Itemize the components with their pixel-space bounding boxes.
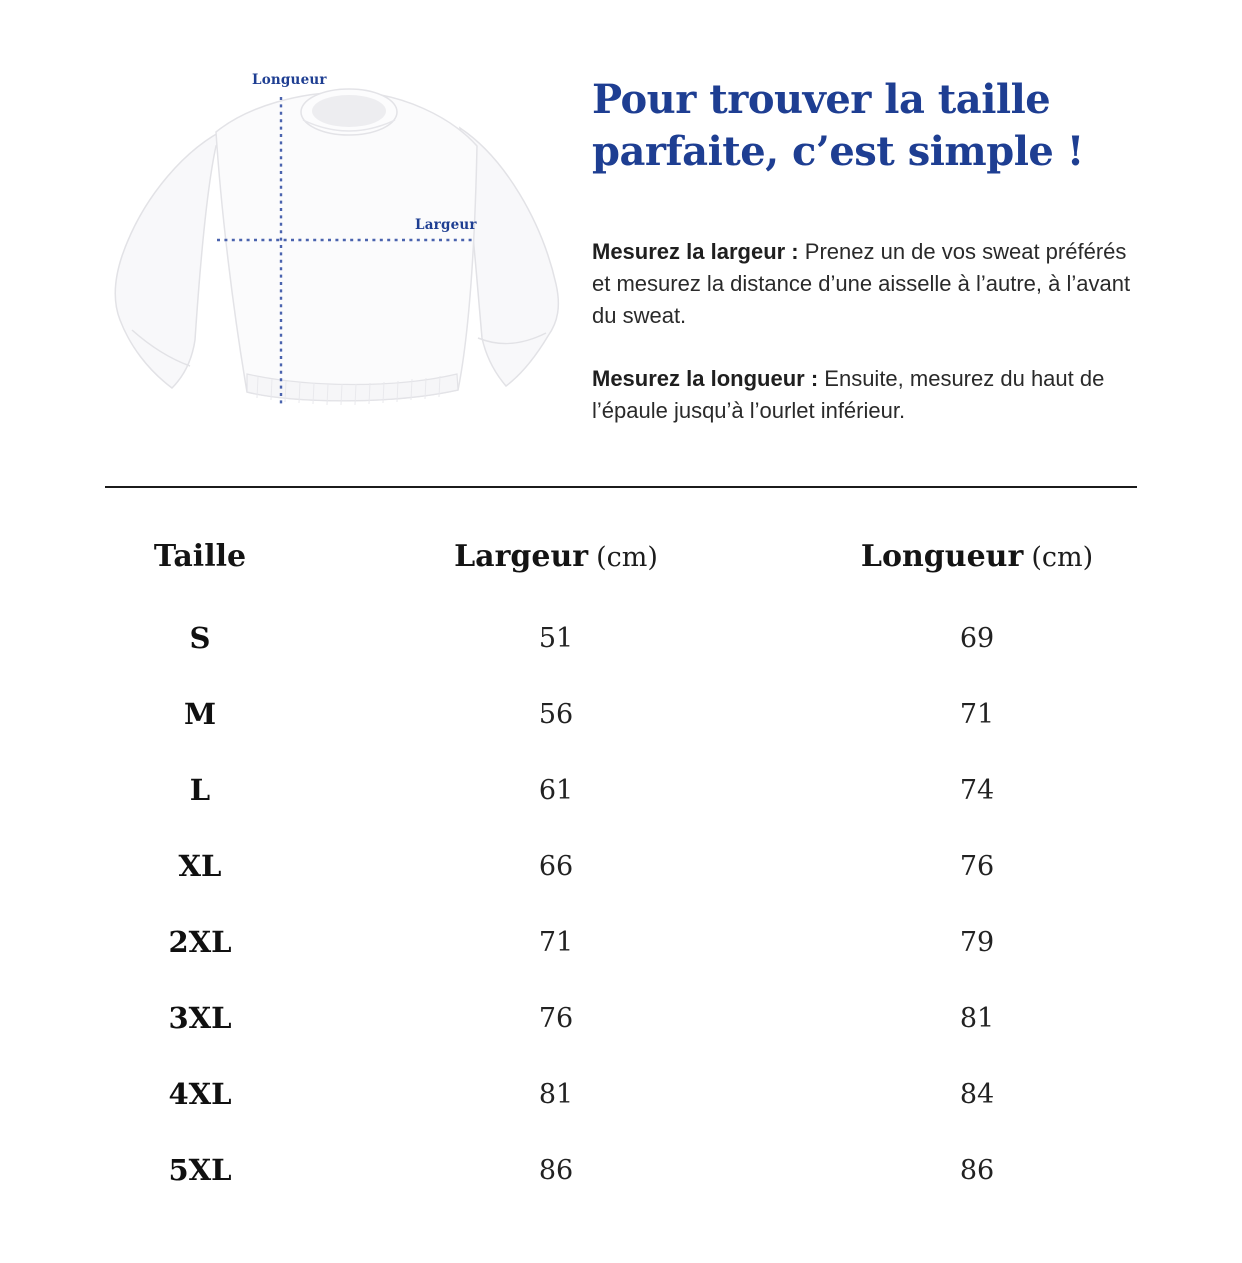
longueur-cell: 69 [959,622,995,654]
measure-length-lead: Mesurez la longueur : [592,366,819,391]
size-cell: S [189,621,211,655]
size-cell: L [189,773,211,807]
size-cell: XL [178,849,222,883]
measure-length-text: Ensuite, mesurez du haut de l’épaule jusqu’à l’ourlet inférieur. [592,366,1105,423]
largeur-header-label: Largeur [454,538,589,574]
size-cell: 4XL [168,1077,232,1111]
size-table-header-row [105,538,1137,574]
size-cell: 2XL [168,925,232,959]
longueur-header-label: Longueur [860,538,1024,574]
largeur-cell: 86 [538,1154,574,1186]
table-row [105,980,1137,1056]
largeur-cell: 61 [538,774,574,806]
largeur-cell: 66 [538,850,574,882]
longueur-cell: 74 [959,774,995,806]
collar-opening [312,95,386,127]
longueur-cell: 76 [959,850,995,882]
largeur-cell: 51 [538,622,574,654]
sweatshirt-diagram [0,0,620,470]
column-header-largeur [295,539,817,574]
sweatshirt-left-sleeve [115,126,232,388]
measure-instructions [592,74,1144,458]
largeur-cell: 71 [538,926,574,958]
table-row [105,1056,1137,1132]
table-row [105,828,1137,904]
column-header-taille [105,539,295,574]
table-divider [105,486,1137,488]
table-row [105,1132,1137,1208]
measure-section [0,0,1242,486]
largeur-cell: 81 [538,1078,574,1110]
longueur-header-unit: (cm) [1031,541,1094,573]
longueur-label: Longueur [252,72,327,88]
largeur-cell: 76 [538,1002,574,1034]
longueur-cell: 84 [959,1078,995,1110]
size-cell: 5XL [168,1153,232,1187]
size-table-rows [105,600,1137,1208]
sweatshirt-illustration [0,0,620,470]
longueur-cell: 79 [959,926,995,958]
longueur-cell: 71 [959,698,995,730]
sweatshirt-body [216,92,477,401]
measure-width-text: Prenez un de vos sweat préférés et mesurez la distance d’une aisselle à l’autre, à l’avant du sweat. [592,239,1131,328]
longueur-cell: 86 [959,1154,995,1186]
taille-header-label: Taille [153,538,247,574]
table-row [105,904,1137,980]
measure-width-paragraph [592,236,1144,332]
column-header-longueur [817,539,1137,574]
measure-width-lead: Mesurez la largeur : [592,239,799,264]
longueur-cell: 81 [959,1002,995,1034]
size-cell: 3XL [168,1001,232,1035]
page-title: Pour trouver la taille parfaite, c’est simple ! [592,76,1084,175]
measure-length-paragraph [592,363,1144,427]
largeur-cell: 56 [538,698,574,730]
size-chart-table [105,538,1137,1208]
largeur-header-unit: (cm) [596,541,658,573]
size-cell: M [183,697,217,731]
table-row [105,676,1137,752]
table-row [105,600,1137,676]
largeur-label: Largeur [415,217,477,233]
table-row [105,752,1137,828]
